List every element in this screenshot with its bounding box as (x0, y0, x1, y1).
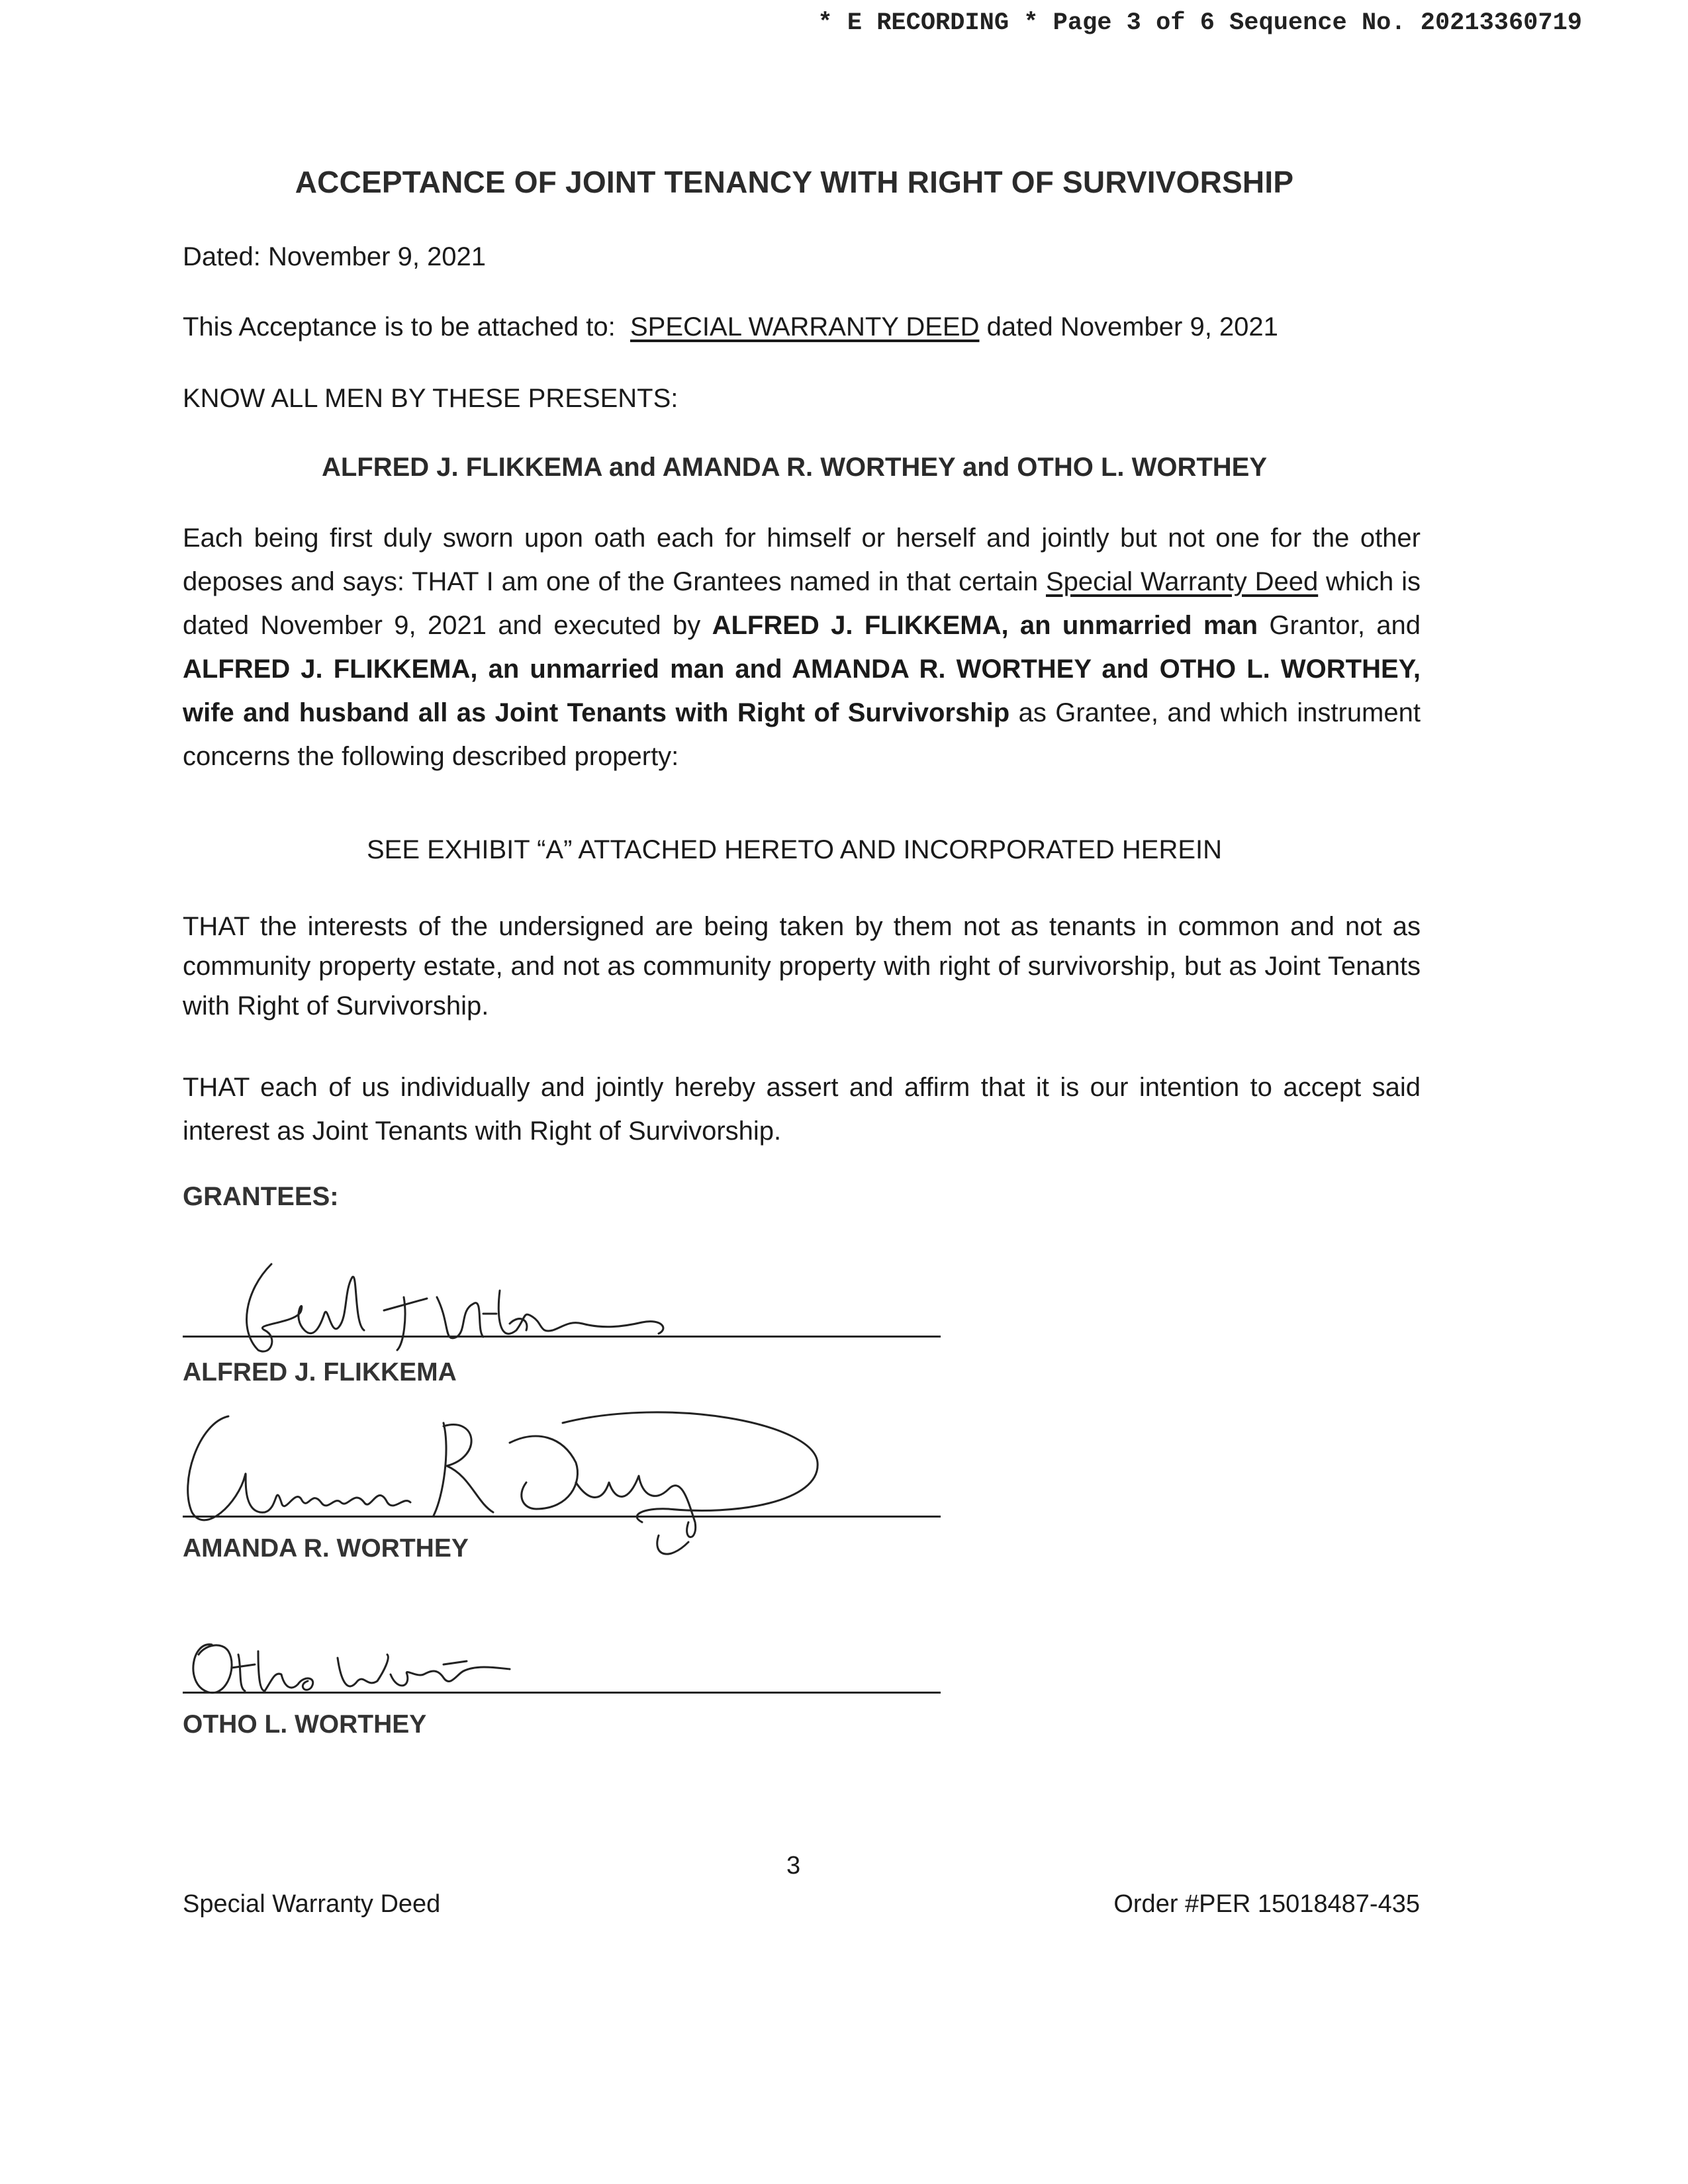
oath-text-4: as Grantee, and which instrument concerns the following described property: (183, 698, 1421, 771)
special-warranty-deed-ref: Special Warranty Deed (1045, 567, 1319, 596)
oath-paragraph (183, 516, 1421, 778)
attached-line (183, 312, 1278, 342)
signature-alfred-flikkema (165, 1251, 761, 1370)
signature-line-1 (183, 1336, 941, 1338)
parties-line: ALFRED J. FLIKKEMA and AMANDA R. WORTHEY and OTHO L. WORTHEY (321, 453, 1268, 482)
signature-line-2 (183, 1516, 941, 1518)
signatory-name-3: OTHO L. WORTHEY (183, 1710, 427, 1739)
recording-stamp: * E RECORDING * Page 3 of 6 Sequence No. 20213360719 (818, 9, 1582, 37)
signatory-name-2: AMANDA R. WORTHEY (183, 1534, 469, 1563)
grantee-description: ALFRED J. FLIKKEMA, an unmarried man and AMANDA R. WORTHEY and OTHO L. WORTHEY, wife and husband all as Joint Tenants with Right of Survivorship (183, 655, 1421, 727)
attached-suffix: dated November 9, 2021 (979, 312, 1278, 341)
footer-document-type: Special Warranty Deed (183, 1890, 441, 1918)
document-title: ACCEPTANCE OF JOINT TENANCY WITH RIGHT OF SURVIVORSHIP (295, 165, 1294, 199)
affirm-paragraph: THAT each of us individually and jointly hereby assert and affirm that it is our intention to accept said interest as Joint Tenants with Right of Survivorship. (183, 1073, 1421, 1146)
oath-text-1: Each being first duly sworn upon oath each for himself or herself and jointly but not one for the other deposes and says: THAT I am one of the Grantees named in that certain (183, 523, 1421, 596)
oath-text-2: which is dated November 9, 2021 and executed by (183, 567, 1421, 640)
grantees-heading: GRANTEES: (183, 1182, 339, 1211)
footer-order-number: Order #PER 15018487-435 (1113, 1890, 1420, 1918)
attached-prefix: This Acceptance is to be attached to: (183, 312, 630, 341)
know-all-men-line: KNOW ALL MEN BY THESE PRESENTS: (183, 384, 679, 413)
signatory-name-1: ALFRED J. FLIKKEMA (183, 1358, 457, 1387)
grantor-description: ALFRED J. FLIKKEMA, an unmarried man (712, 611, 1258, 640)
signature-line-3 (183, 1692, 941, 1694)
signature-otho-worthey (165, 1628, 563, 1707)
oath-text-3: Grantor, and (1258, 611, 1421, 640)
interests-paragraph: THAT the interests of the undersigned are being taken by them not as tenants in common and not as community property estate, and not as community property with right of survivorship, but as Joint Tenants with Right of Survivorship. (183, 912, 1421, 1021)
dated-line: Dated: November 9, 2021 (183, 242, 487, 271)
attached-deed-name: SPECIAL WARRANTY DEED (630, 312, 980, 341)
exhibit-reference: SEE EXHIBIT “A” ATTACHED HERETO AND INCORPORATED HEREIN (366, 835, 1223, 864)
page-number: 3 (786, 1852, 801, 1880)
